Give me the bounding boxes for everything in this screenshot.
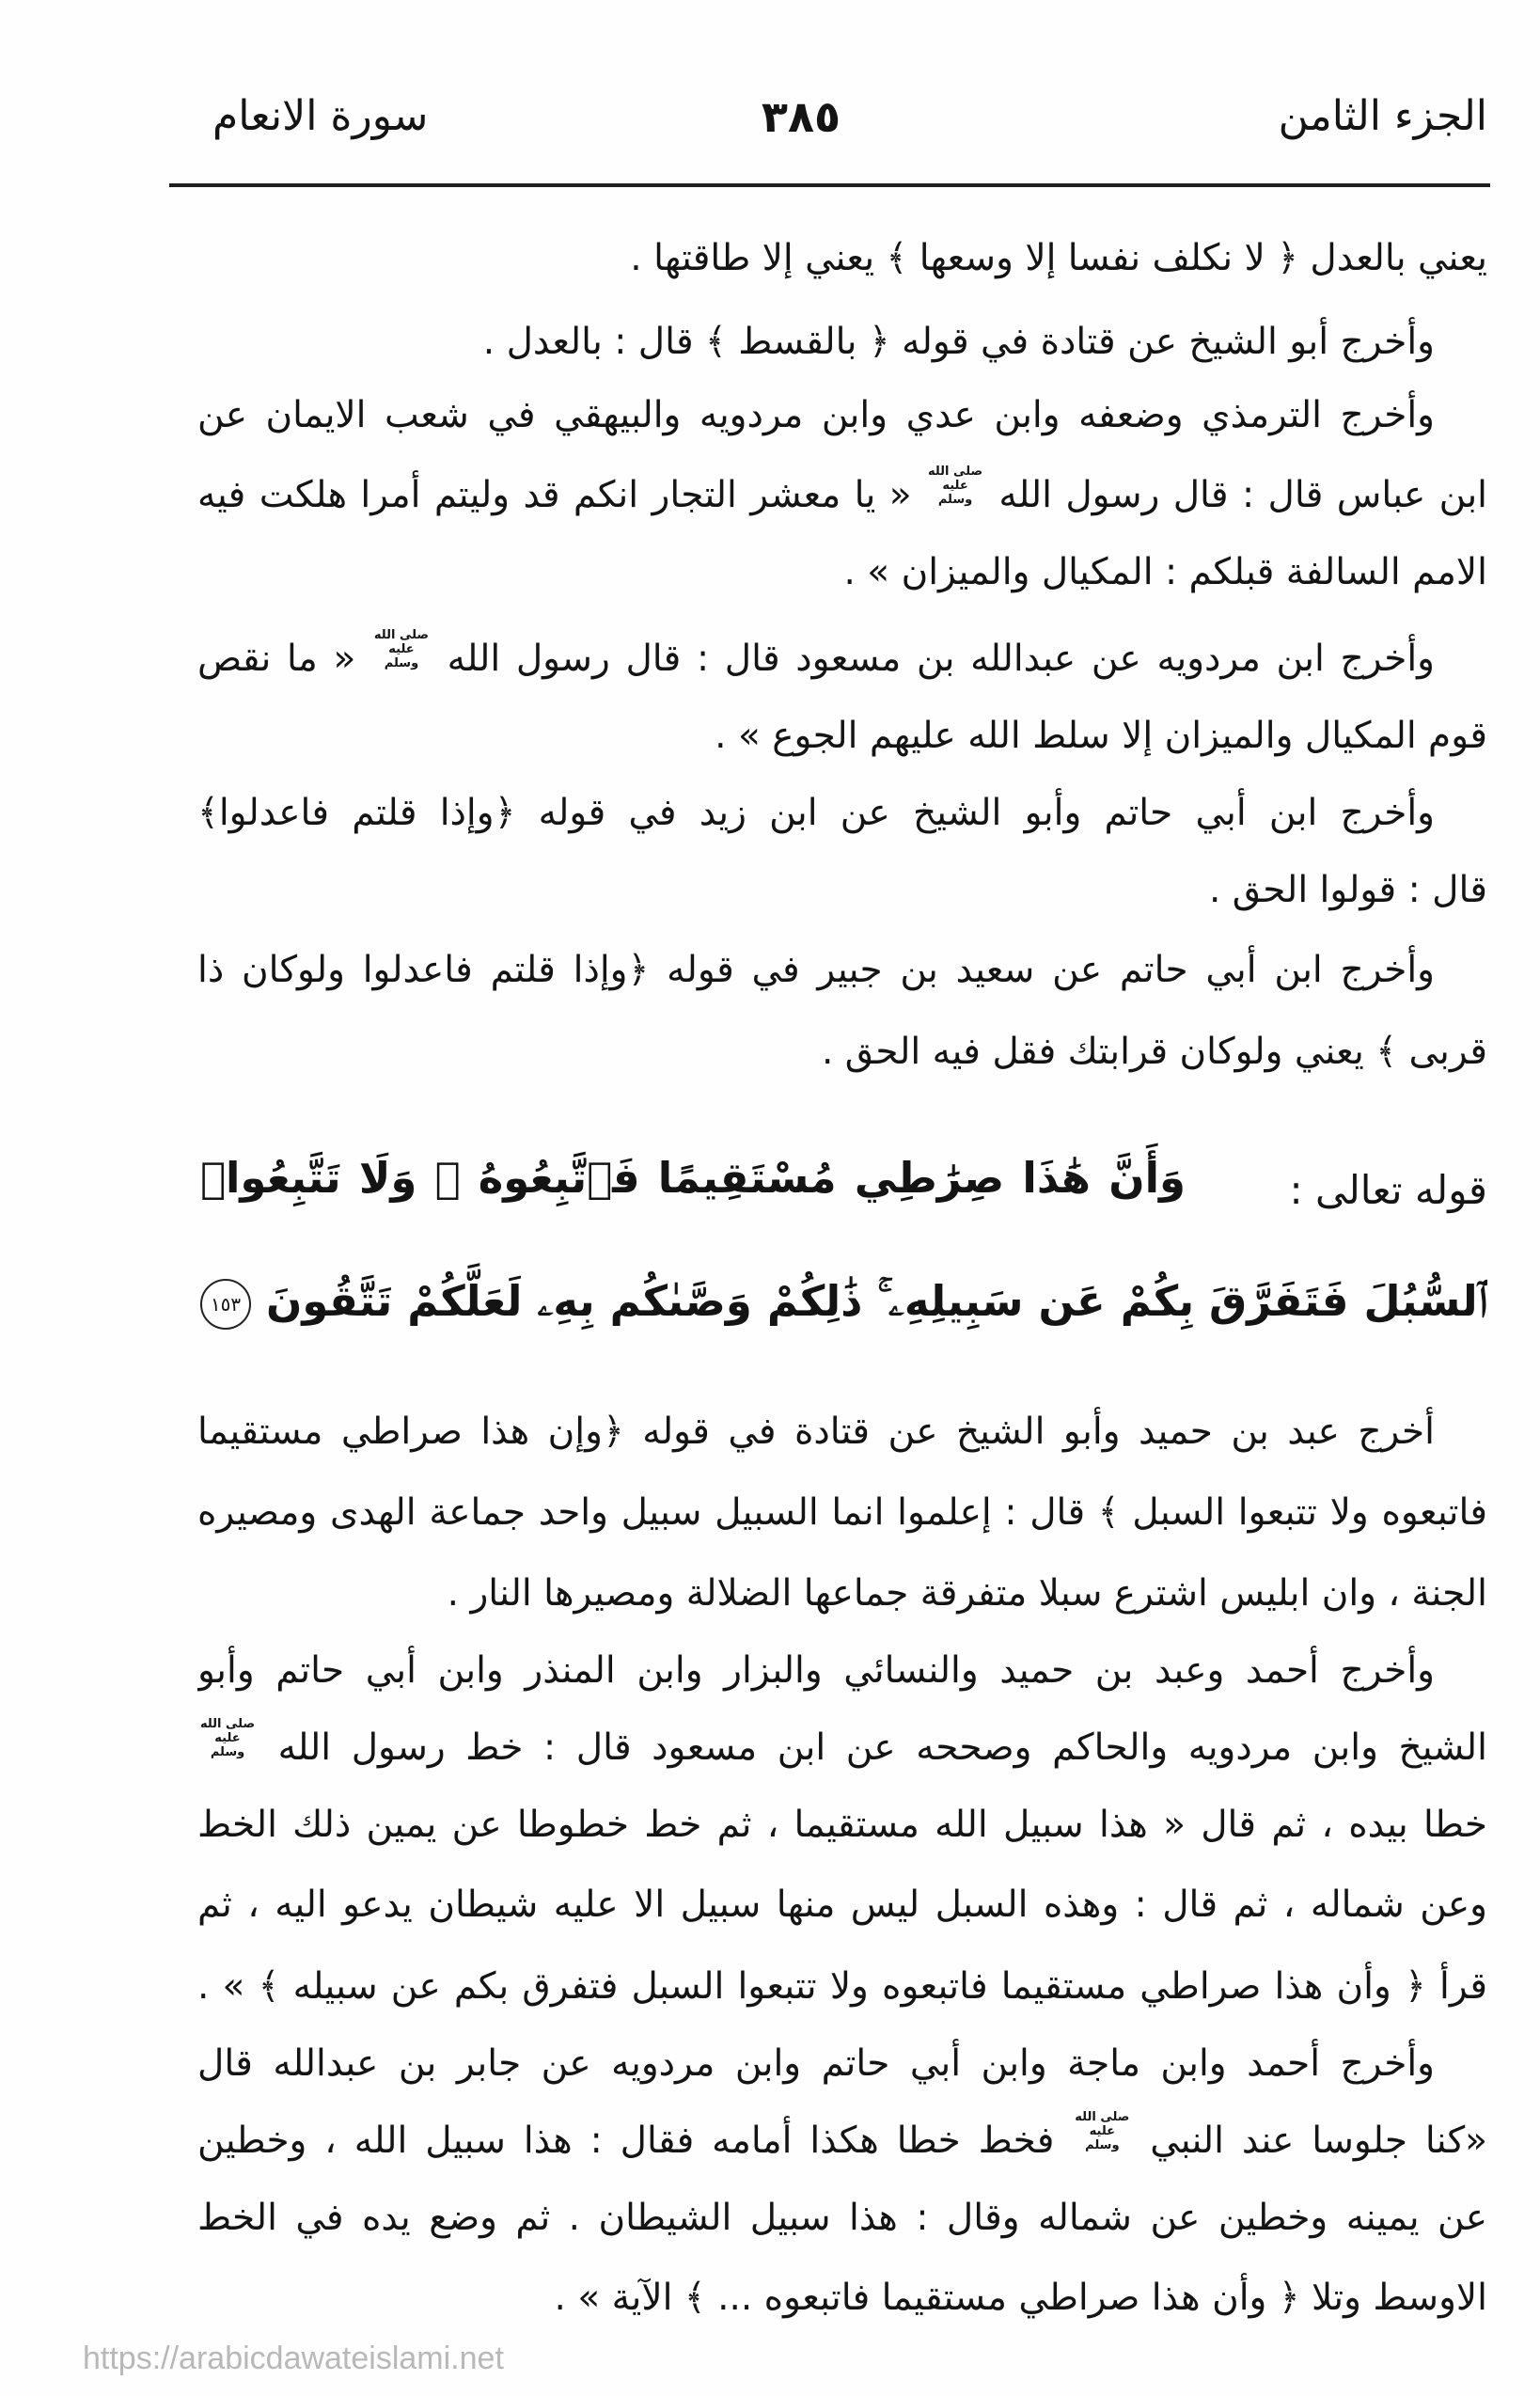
text-segment: « ما نقص bbox=[197, 638, 356, 680]
text-line bbox=[197, 458, 1487, 533]
honorific-ligature: صلى الله عليه وسلم bbox=[1075, 2110, 1130, 2153]
quran-verse-line bbox=[200, 1249, 1487, 1354]
header-rule bbox=[169, 183, 1490, 187]
text-segment: الشيخ وابن مردويه والحاكم وصححه عن ابن مسعود قال : خط رسول الله bbox=[277, 1726, 1487, 1769]
text-line bbox=[197, 2104, 1487, 2179]
text-line: فاتبعوه ولا تتبعوا السبل ﴾ قال : إعلموا انما السبيل سبيل واحد جماعة الهدى ومصيره bbox=[197, 1491, 1487, 1534]
text-line: قال : قولوا الحق . bbox=[1208, 869, 1487, 911]
text-line: الجنة ، وان ابليس اشترع سبلا متفرقة جماعها الضلالة ومصيرها النار . bbox=[447, 1572, 1487, 1615]
text-line: قوم المكيال والميزان إلا سلط الله عليهم الجوع » . bbox=[715, 715, 1487, 757]
text-line: قرأ ﴿ وأن هذا صراطي مستقيما فاتبعوه ولا تتبعوا السبل فتفرق بكم عن سبيله ﴾ » . bbox=[197, 1965, 1487, 2008]
text-line: يعني بالعدل ﴿ لا نكلف نفسا إلا وسعها ﴾ يعني إلا طاقتها . bbox=[630, 237, 1487, 279]
honorific-ligature: صلى الله عليه وسلم bbox=[373, 628, 429, 671]
text-line: وأخرج أحمد وابن ماجة وابن أبي حاتم وابن مردويه عن جابر بن عبدالله قال bbox=[197, 2042, 1435, 2085]
text-line bbox=[197, 622, 1487, 697]
page-number: ٣٨٥ bbox=[761, 91, 841, 142]
text-line: وأخرج الترمذي وضعفه وابن عدي وابن مردويه والبيهقي في شعب الايمان عن bbox=[197, 394, 1435, 436]
text-segment: «كنا جلوسا عند النبي bbox=[1150, 2120, 1487, 2162]
text-segment: وأخرج ابن مردويه عن عبدالله بن مسعود قال : قال رسول الله bbox=[447, 638, 1435, 680]
text-line: عن يمينه وخطين عن شماله وقال : هذا سبيل الشيطان . ثم وضع يده في الخط bbox=[197, 2197, 1487, 2239]
text-line: وعن شماله ، ثم قال : وهذه السبل ليس منها سبيل الا عليه شيطان يدعو اليه ، ثم bbox=[197, 1884, 1487, 1926]
honorific-ligature: صلى الله عليه وسلم bbox=[927, 465, 983, 508]
text-line: وأخرج أحمد وعبد بن حميد والنسائي والبزار وابن المنذر وابن أبي حاتم وأبو bbox=[197, 1649, 1435, 1692]
text-segment: ابن عباس قال : قال رسول الله bbox=[998, 474, 1487, 516]
text-line: وأخرج ابن أبي حاتم وأبو الشيخ عن ابن زيد في قوله ﴿وإذا قلتم فاعدلوا﴾ bbox=[197, 792, 1435, 834]
verse-intro-label: قوله تعالى : bbox=[1289, 1167, 1487, 1213]
verse-text: ٱلسُّبُلَ فَتَفَرَّقَ بِكُمْ عَن سَبِيلِهِۦ ۚ ذَٰلِكُمْ وَصَّىٰكُم بِهِۦ لَعَلَّكُمْ تَتَّقُونَ bbox=[265, 1276, 1487, 1326]
ayah-number-marker: ١٥٣ bbox=[200, 1279, 251, 1330]
quran-verse-line: وَأَنَّ هَٰذَا صِرَٰطِي مُسْتَقِيمًا فَٱتَّبِعُوهُ ۖ وَلَا تَتَّبِعُوا۟ bbox=[200, 1153, 1186, 1203]
text-line bbox=[197, 1710, 1487, 1786]
watermark-url: https://arabicdawateislami.net bbox=[83, 2341, 504, 2376]
text-line: الاوسط وتلا ﴿ وأن هذا صراطي مستقيما فاتبعوه ... ﴾ الآية » . bbox=[554, 2277, 1487, 2319]
text-line: قربى ﴾ يعني ولوكان قرابتك فقل فيه الحق . bbox=[822, 1031, 1487, 1073]
text-line: وأخرج ابن أبي حاتم عن سعيد بن جبير في قوله ﴿وإذا قلتم فاعدلوا ولوكان ذا bbox=[197, 949, 1435, 991]
text-line: أخرج عبد بن حميد وأبو الشيخ عن قتادة في قوله ﴿وإن هذا صراطي مستقيما bbox=[197, 1411, 1435, 1453]
text-segment: « يا معشر التجار انكم قد وليتم أمرا هلكت فيه bbox=[197, 474, 912, 516]
honorific-ligature: صلى الله عليه وسلم bbox=[199, 1717, 256, 1760]
text-line: الامم السالفة قبلكم : المكيال والميزان » . bbox=[843, 551, 1487, 593]
text-line: وأخرج أبو الشيخ عن قتادة في قوله ﴿ بالقسط ﴾ قال : بالعدل . bbox=[482, 321, 1435, 363]
text-segment: فخط خطا هكذا أمامه فقال : هذا سبيل الله ، وخطين bbox=[197, 2120, 1055, 2162]
part-label: الجزء الثامن bbox=[1278, 92, 1487, 140]
surah-label: سورة الانعام bbox=[212, 92, 429, 140]
text-line: خطا بيده ، ثم قال « هذا سبيل الله مستقيما ، ثم خط خطوطا عن يمين ذلك الخط bbox=[197, 1804, 1487, 1846]
